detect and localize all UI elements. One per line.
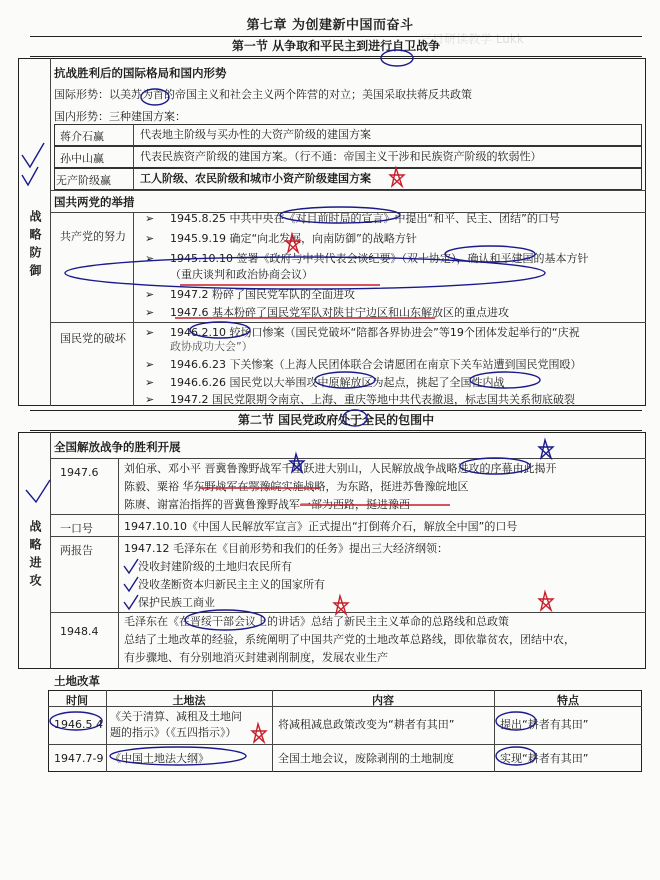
section2-side-label: 战略进攻 [28,520,42,592]
table-cell-content: 将减租减息政策改变为“耕者有其田” [278,718,455,731]
report-head: 1947.12 毛泽东在《目前形势和我们的任务》提出三大经济纲领： [124,542,448,555]
plan-label: 蒋介石赢 [60,130,104,143]
kmt-item: 1946.6.23 下关惨案（上海人民团体联合会请愿团在南京下关车站遭到国民党围殴） [170,358,582,371]
y1948-item: 有步骤地、有分别地消灭封建剥削制度，发展农业生产 [124,651,388,664]
cpc-item: 1947.2 粉碎了国民党军队的全面进攻 [170,288,355,301]
plan-text: 工人阶级、农民阶级和城市小资产阶级建国方案 [140,172,371,185]
y1947-item: 刘伯承、邓小平 晋冀鲁豫野战军千里跃进大别山，人民解放战争战略进攻的序幕由此揭开 [124,462,557,475]
cpc-item: 1947.6 基本粉碎了国民党军队对陕甘宁边区和山东解放区的重点进攻 [170,306,509,319]
plan-text: 代表地主阶级与买办性的大资产阶级的建国方案 [140,128,371,141]
section1-title: 第一节 从争取和平民主到进行自卫战争 [30,36,642,57]
cpc-item: 1945.8.25 中共中央在《对目前时局的宣言》中提出“和平、民主、团结”的口号 [170,212,560,225]
intl-situation: 国际形势：以美苏为首的帝国主义和社会主义两个阵营的对立；美国采取扶蒋反共政策 [54,88,472,101]
cpc-item: 1945.10.10 签署《政府与中共代表会谈纪要》（双十协定），确认和平建国的基本方针 [170,252,589,265]
table-cell-content: 全国土地会议，废除剥削的土地制度 [278,752,454,765]
section1-side-label: 战略防御 [28,210,42,282]
table-cell-time: 1947.7-9 [54,752,104,765]
measures-heading: 国共两党的举措 [54,195,135,209]
y1947-item: 陈毅、粟裕 华东野战军在鄂豫皖实施战略，为东路，挺进苏鲁豫皖地区 [124,480,469,493]
table-cell-feature: 实现“耕者有其田” [500,752,589,765]
kmt-item: 1946.2.10 较场口惨案（国民党破坏“陪都各界协进会”等19个团体发起举行的“庆祝 [170,326,580,339]
table-cell-time: 1946.5.4 [54,718,103,731]
table-cell-law: 《关于清算、减租及土地问 [110,710,242,723]
kmt-label: 国民党的破坏 [60,332,126,345]
chapter-title: 第七章 为创建新中国而奋斗 [246,18,414,33]
cpc-item: 1945.9.19 确定“向北发展，向南防御”的战略方针 [170,232,417,245]
plan-text: 代表民族资产阶级的建国方案。（行不通：帝国主义干涉和民族资产阶级的软弱性） [140,150,542,163]
kmt-item: 1947.2 国民党限期令南京、上海、重庆等地中共代表撤退，标志国共关系彻底破裂 [170,393,575,406]
war-heading: 全国解放战争的胜利开展 [54,440,181,454]
col-header: 内容 [372,694,394,707]
cpc-label: 共产党的努力 [60,230,126,243]
section2-title: 第二节 国民党政府处于全民的包围中 [30,410,642,431]
kmt-item: 政协成功大会”） [170,340,253,353]
plan-label: 孙中山赢 [60,152,104,165]
y1947-item: 陈赓、谢富治指挥的晋冀鲁豫野战军一部为西路，挺进豫西 [124,498,410,511]
slogan-text: 1947.10.10《中国人民解放军宣言》正式提出“打倒蒋介石，解放全中国”的口号 [124,520,518,533]
domestic-situation: 国内形势：三种建国方案： [54,110,186,123]
y1948-label: 1948.4 [60,625,99,638]
table-cell-law: 《中国土地法大纲》 [110,752,209,765]
cpc-item: （重庆谈判和政治协商会议） [170,268,313,281]
postwar-heading: 抗战胜利后的国际格局和国内形势 [54,66,227,80]
col-header: 特点 [557,694,579,707]
report-item: 没收封建阶级的土地归农民所有 [138,560,292,573]
report-item: 没收垄断资本归新民主主义的国家所有 [138,578,325,591]
col-header: 土地法 [172,694,206,707]
y1948-item: 毛泽东在《在晋绥干部会议上的讲话》总结了新民主主义革命的总路线和总政策 [124,615,509,628]
report-item: 保护民族工商业 [138,596,215,609]
land-reform-heading: 土地改革 [54,674,100,688]
col-header: 时间 [66,694,88,707]
slogan-label: 一口号 [60,522,93,535]
y1948-item: 总结了土地改革的经验，系统阐明了中国共产党的土地改革总路线，即依靠贫农，团结中农， [124,633,575,646]
worksheet-page: 三日研读教学 Lukk 第七章 为创建新中国而奋斗 第一节 从争取和平民主到进行自卫战争 战略防御 抗战胜利后的国际格局和国内形势 国际形势：以美苏为首的帝国主义和社会主义两个阵营的对立；美国采取扶蒋反共政策 国内形势：三种建国方案： 蒋介石赢 代表地主阶级与买办性的大资产阶级的建国方案 孙中山赢 代表民族资产阶级的建国方案。（行不通：帝国主义干涉和民族资产阶级的软弱性） 无产阶级赢 工人阶级、农民阶级和城市小资产阶级建国方案 国共两党的举措 共产党的努力 ➢ 1945.8.25 中共中央在《对目前时局的宣言》中提出“和平、民主、团结”的口号 ➢ 1945.9.19 确定“向北发展，向南防御”的战略方针 ➢ 1945.10.10 签署《政府与中共代表会谈纪要》（双十协定），确认和平建国的基本方针 （重庆谈判和政治协商会议） ➢ 1947.2 粉碎了国民党军队的全面进攻 ➢ 1947.6 基本粉碎了国民党军队对陕甘宁边区和山东解放区的重点进攻 国民党的破坏 ➢ 1946.2.10 较场口惨案（国民党破坏“陪都各界协进会”等19个团体发起举行的“庆祝 政协成功大会”） ➢ 1946.6.23 下关惨案（上海人民团体联合会请愿团在南京下关车站遭到国民党围殴） ➢ 1946.6.26 国民党以大举围攻中原解放区为起点，挑起了全国性内战 ➢ 1947.2 国民党限期令南京、上海、重庆等地中共代表撤退，标志国共关系彻底破裂 第二节 国民党政府处于全民的包围中 战略进攻 全国解放战争的胜利开展 1947.6 刘伯承、邓小平 晋冀鲁豫野战军千里跃进大别山，人民解放战争战略进攻的序幕由此揭开 陈毅、粟裕 华东野战军在鄂豫皖实施战略，为东路，挺进苏鲁豫皖地区 陈赓、谢富治指挥的晋冀鲁豫野战军一部为西路，挺进豫西 一口号 1947.10.10《中国人民解放军宣言》正式提出“打倒蒋介石，解放全中国”的口号 两报告 1947.12 毛泽东在《目前形势和我们的任务》提出三大经济纲领： 没收封建阶级的土地归农民所有 没收垄断资本归新民主主义的国家所有 保护民族工商业 1948.4 毛泽东在《在晋绥干部会议上的讲话》总结了新民主主义革命的总路线和总政策 总结了土地改革的经验，系统阐明了中国共产党的土地改革总路线，即依靠贫农，团结中农， 有步骤地、有分别地消灭封建剥削制度，发展农业生产 土地改革 时间 土地法 内容 特点 1946.5.4 《关于清算、减租及土地问 题的指示》（《五四指示》） 将减租减息政策改变为“耕者有其田” 提出“耕者有其田” 1947.7-9 《中国土地法大纲》 全国土地会议，废除剥削的土地制度 实现“耕者有其田” [0,0,660,880]
watermark: 三日研读教学 Lukk [420,32,524,46]
report-label: 两报告 [60,544,93,557]
table-cell-law: 题的指示》（《五四指示》） [110,726,237,739]
plan-label: 无产阶级赢 [56,174,111,187]
y1947-label: 1947.6 [60,466,99,479]
kmt-item: 1946.6.26 国民党以大举围攻中原解放区为起点，挑起了全国性内战 [170,376,505,389]
table-cell-feature: 提出“耕者有其田” [500,718,589,731]
